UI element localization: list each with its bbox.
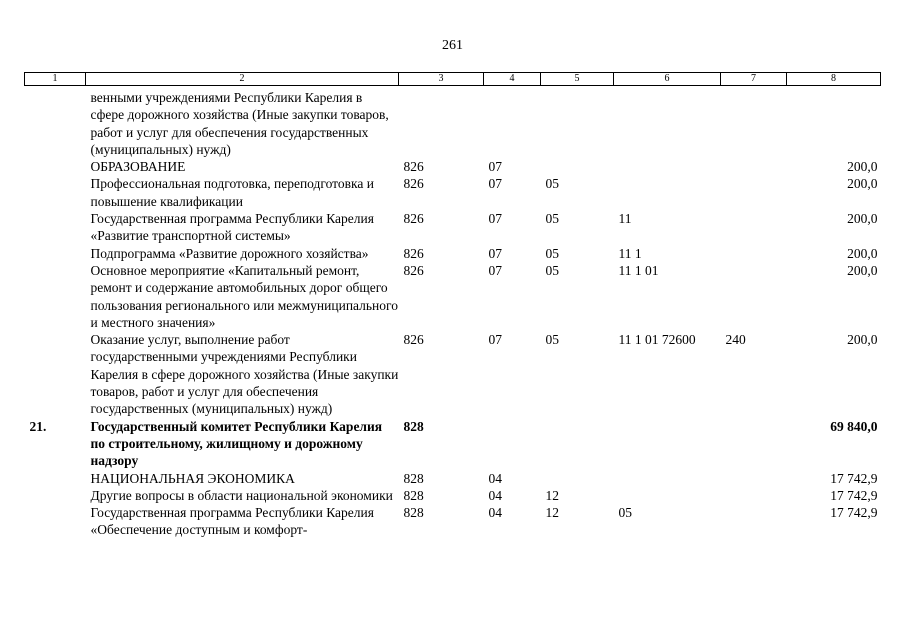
expense-type-code (721, 245, 787, 262)
column-header: 2 (86, 73, 399, 86)
row-number (25, 470, 86, 487)
target-item-code: 11 1 01 (618, 262, 659, 278)
table-row (25, 504, 881, 539)
subsection-code: 05 (545, 245, 559, 261)
section-code (484, 86, 541, 159)
row-number (25, 86, 86, 159)
amount: 17 742,9 (830, 470, 878, 486)
subsection-code (541, 418, 614, 470)
row-number (25, 487, 86, 504)
ministry-code: 828 (403, 418, 424, 434)
budget-table (24, 72, 881, 539)
section-code: 07 (488, 176, 502, 192)
ministry-code: 826 (403, 211, 424, 227)
expense-type-code (721, 262, 787, 331)
row-name: Оказание услуг, выполнение работ государственными учреждениями Республики Карелия в сфере дорожного хозяйства (Иные закупки товаров, работ и услуг для обеспечения государственных (муниципальных) нужд) (90, 332, 399, 417)
table-row (25, 86, 881, 159)
column-header: 8 (787, 73, 881, 86)
expense-type-code (721, 418, 787, 470)
column-header: 3 (399, 73, 484, 86)
table-row (25, 158, 881, 175)
row-name: венными учреждениями Республики Карелия в сфере дорожного хозяйства (Иные закупки товаров, работ и услуг для обеспечения государственных (муниципальных) нужд) (90, 90, 389, 157)
ministry-code: 828 (403, 487, 424, 503)
row-number (25, 175, 86, 210)
row-number (25, 158, 86, 175)
ministry-code (399, 86, 484, 159)
table-row (25, 418, 881, 470)
target-item-code (614, 175, 721, 210)
table-row (25, 210, 881, 245)
amount: 69 840,0 (830, 418, 878, 434)
row-number (25, 245, 86, 262)
row-number (25, 331, 86, 417)
row-name: ОБРАЗОВАНИЕ (90, 159, 186, 175)
row-number (25, 504, 86, 539)
amount: 200,0 (847, 262, 878, 278)
amount: 200,0 (847, 211, 878, 227)
amount: 17 742,9 (830, 487, 878, 503)
section-code: 04 (488, 470, 502, 486)
subsection-code (541, 158, 614, 175)
column-header: 7 (721, 73, 787, 86)
subsection-code: 05 (545, 332, 559, 348)
row-name: НАЦИОНАЛЬНАЯ ЭКОНОМИКА (90, 470, 295, 486)
section-code: 04 (488, 487, 502, 503)
table-row (25, 487, 881, 504)
column-header: 5 (541, 73, 614, 86)
row-name: Подпрограмма «Развитие дорожного хозяйства» (90, 245, 369, 261)
column-number-row (25, 73, 881, 86)
ministry-code: 828 (403, 470, 424, 486)
amount: 200,0 (847, 159, 878, 175)
amount: 200,0 (847, 245, 878, 261)
ministry-code: 826 (403, 262, 424, 278)
target-item-code (614, 470, 721, 487)
amount: 200,0 (847, 332, 878, 348)
section-code (484, 418, 541, 470)
table-row (25, 331, 881, 417)
ministry-code: 826 (403, 176, 424, 192)
target-item-code (614, 487, 721, 504)
ministry-code: 826 (403, 159, 424, 175)
target-item-code: 05 (618, 505, 632, 521)
row-number (25, 210, 86, 245)
expense-type-code (721, 86, 787, 159)
row-name: Другие вопросы в области национальной экономики (90, 487, 393, 503)
table-row (25, 262, 881, 331)
target-item-code: 11 (618, 211, 632, 227)
subsection-code (541, 470, 614, 487)
table-row (25, 175, 881, 210)
target-item-code (614, 418, 721, 470)
row-name: Основное мероприятие «Капитальный ремонт, ремонт и содержание автомобильных дорог общего пользования регионального или межмуниципального и местного значения» (90, 262, 398, 330)
expense-type-code (721, 158, 787, 175)
column-header: 4 (484, 73, 541, 86)
amount (787, 86, 881, 159)
section-code: 07 (488, 245, 502, 261)
expense-type-code (721, 504, 787, 539)
row-name: Государственная программа Республики Карелия «Развитие транспортной системы» (90, 211, 374, 244)
row-name: Профессиональная подготовка, переподготовка и повышение квалификации (90, 176, 374, 209)
ministry-code: 826 (403, 245, 424, 261)
ministry-code: 828 (403, 505, 424, 521)
expense-type-code (721, 210, 787, 245)
row-number (25, 262, 86, 331)
subsection-code (541, 86, 614, 159)
subsection-code: 05 (545, 262, 559, 278)
section-code: 07 (488, 262, 502, 278)
target-item-code (614, 158, 721, 175)
expense-type-code (721, 470, 787, 487)
expense-type-code: 240 (725, 332, 746, 348)
table-row (25, 245, 881, 262)
section-code: 04 (488, 505, 502, 521)
section-code: 07 (488, 332, 502, 348)
table-row (25, 470, 881, 487)
column-header: 6 (614, 73, 721, 86)
subsection-code: 12 (545, 487, 559, 503)
subsection-code: 12 (545, 505, 559, 521)
target-item-code: 11 1 01 72600 (618, 332, 696, 348)
row-number: 21. (29, 418, 47, 434)
target-item-code: 11 1 (618, 245, 642, 261)
amount: 200,0 (847, 176, 878, 192)
section-code: 07 (488, 211, 502, 227)
row-name: Государственная программа Республики Карелия «Обеспечение доступным и комфорт- (90, 505, 374, 538)
page-number: 261 (442, 38, 463, 53)
section-code: 07 (488, 159, 502, 175)
subsection-code: 05 (545, 211, 559, 227)
row-name: Государственный комитет Республики Карелия по строительному, жилищному и дорожному надзору (90, 418, 383, 469)
subsection-code: 05 (545, 176, 559, 192)
expense-type-code (721, 487, 787, 504)
expense-type-code (721, 175, 787, 210)
column-header: 1 (25, 73, 86, 86)
target-item-code (614, 86, 721, 159)
amount: 17 742,9 (830, 505, 878, 521)
ministry-code: 826 (403, 332, 424, 348)
